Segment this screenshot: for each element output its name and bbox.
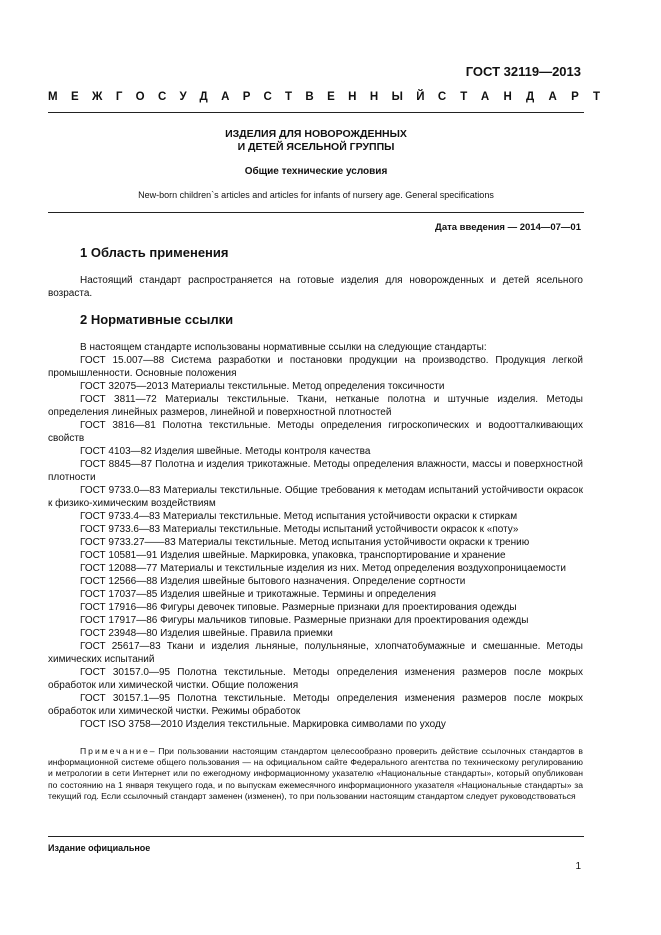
- reference-item: ГОСТ 30157.0—95 Полотна текстильные. Методы определения изменения размеров после мокрых обработок или химической чистки. Общие положения: [48, 667, 583, 691]
- reference-item: ГОСТ 32075—2013 Материалы текстильные. Метод определения токсичности: [80, 381, 445, 392]
- divider-middle: [48, 212, 584, 213]
- title-line-2: И ДЕТЕЙ ЯСЕЛЬНОЙ ГРУППЫ: [237, 141, 395, 153]
- section-1-text: Настоящий стандарт распространяется на готовые изделия для новорожденных и детей ясельного возраста.: [48, 275, 583, 299]
- reference-item: ГОСТ 10581—91 Изделия швейные. Маркировка, упаковка, транспортирование и хранение: [80, 550, 506, 561]
- reference-item: ГОСТ 25617—83 Ткани и изделия льняные, полульняные, хлопчатобумажные и смешанные. Методы химических испытаний: [48, 641, 583, 665]
- divider-top: [48, 112, 584, 113]
- reference-item: ГОСТ 3811—72 Материалы текстильные. Ткани, нетканые полотна и штучные изделия. Методы определения линейных размеров, линейной и поверхностной плотностей: [48, 394, 583, 418]
- reference-item: ГОСТ 17916—86 Фигуры девочек типовые. Размерные признаки для проектирования одежды: [80, 602, 517, 613]
- reference-item: ГОСТ 15.007—88 Система разработки и постановки продукции на производство. Продукция легкой промышленности. Основные положения: [48, 355, 583, 379]
- note-text: – При пользовании настоящим стандартом целесообразно проверить действие ссылочных стандартов в информационной системе общего пользования — на официальном сайте Федерального агентства по техническому регулированию и метрологии в сети Интернет или по ежегодному информационному указателю «Национальные стандарты», который опубликован по состоянию на 1 января текущего года, и по выпускам ежемесячного информационного указателя «Национальные стандарты» за текущий год. Если ссылочный стандарт заменен (изменен), то при пользовании настоящим стандартом следует руководствоваться: [48, 746, 583, 801]
- reference-item: ГОСТ 4103—82 Изделия швейные. Методы контроля качества: [80, 446, 371, 457]
- gost-code: ГОСТ 32119—2013: [465, 64, 581, 79]
- divider-footer: [48, 836, 584, 837]
- reference-item: ГОСТ 12088—77 Материалы и текстильные изделия из них. Метод определения воздухопроницаемости: [80, 563, 566, 574]
- reference-item: ГОСТ 17037—85 Изделия швейные и трикотажные. Термины и определения: [80, 589, 437, 600]
- document-subtitle: Общие технические условия: [244, 166, 388, 177]
- reference-item: ГОСТ 12566—88 Изделия швейные бытового назначения. Определение сортности: [80, 576, 466, 587]
- reference-item: ГОСТ 8845—87 Полотна и изделия трикотажные. Методы определения влажности, массы и поверхностной плотности: [48, 459, 583, 483]
- note-paragraph: [48, 746, 583, 802]
- standard-banner: [48, 91, 615, 103]
- reference-item: ГОСТ 23948—80 Изделия швейные. Правила приемки: [80, 628, 333, 639]
- reference-item: ГОСТ 3816—81 Полотна текстильные. Методы определения гигроскопических и водоотталкивающих свойств: [48, 420, 583, 444]
- title-line-1: ИЗДЕЛИЯ ДЛЯ НОВОРОЖДЕННЫХ: [225, 128, 407, 140]
- reference-item: ГОСТ 9733.6—83 Материалы текстильные. Методы испытаний устойчивости окрасок к «поту»: [80, 524, 519, 535]
- reference-item: ГОСТ 30157.1—95 Полотна текстильные. Методы определения изменения размеров после мокрых обработок или химической чистки. Режимы обработок: [48, 693, 583, 717]
- section-2-heading: 2 Нормативные ссылки: [80, 312, 234, 327]
- banner-word-interstate: МЕЖГОСУДАРСТВЕННЫЙ: [48, 91, 438, 103]
- document-title: [48, 128, 584, 154]
- reference-item: ГОСТ 9733.0—83 Материалы текстильные. Общие требования к методам испытаний устойчивости окрасок к физико-химическим воздействиям: [48, 485, 583, 509]
- english-title: New-born children`s articles and articles for infants of nursery age. General specifications: [138, 190, 494, 200]
- page-number: 1: [575, 861, 581, 872]
- reference-item: ГОСТ ISO 3758—2010 Изделия текстильные. Маркировка символами по уходу: [80, 719, 446, 730]
- banner-word-standard: СТАНДАРТ: [437, 91, 615, 103]
- section-1-heading: 1 Область применения: [80, 245, 229, 260]
- reference-item: ГОСТ 9733.4—83 Материалы текстильные. Метод испытания устойчивости окраски к стиркам: [80, 511, 518, 522]
- normative-references: [48, 341, 583, 731]
- note-label: Примечание: [80, 746, 150, 756]
- introduction-date: Дата введения — 2014—07—01: [435, 222, 581, 233]
- reference-item: ГОСТ 9733.27——83 Материалы текстильные. Метод испытания устойчивости окраски к трению: [80, 537, 530, 548]
- official-edition-label: Издание официальное: [48, 843, 151, 853]
- reference-item: ГОСТ 17917—86 Фигуры мальчиков типовые. Размерные признаки для проектирования одежды: [80, 615, 529, 626]
- references-intro: В настоящем стандарте использованы нормативные ссылки на следующие стандарты:: [80, 342, 487, 353]
